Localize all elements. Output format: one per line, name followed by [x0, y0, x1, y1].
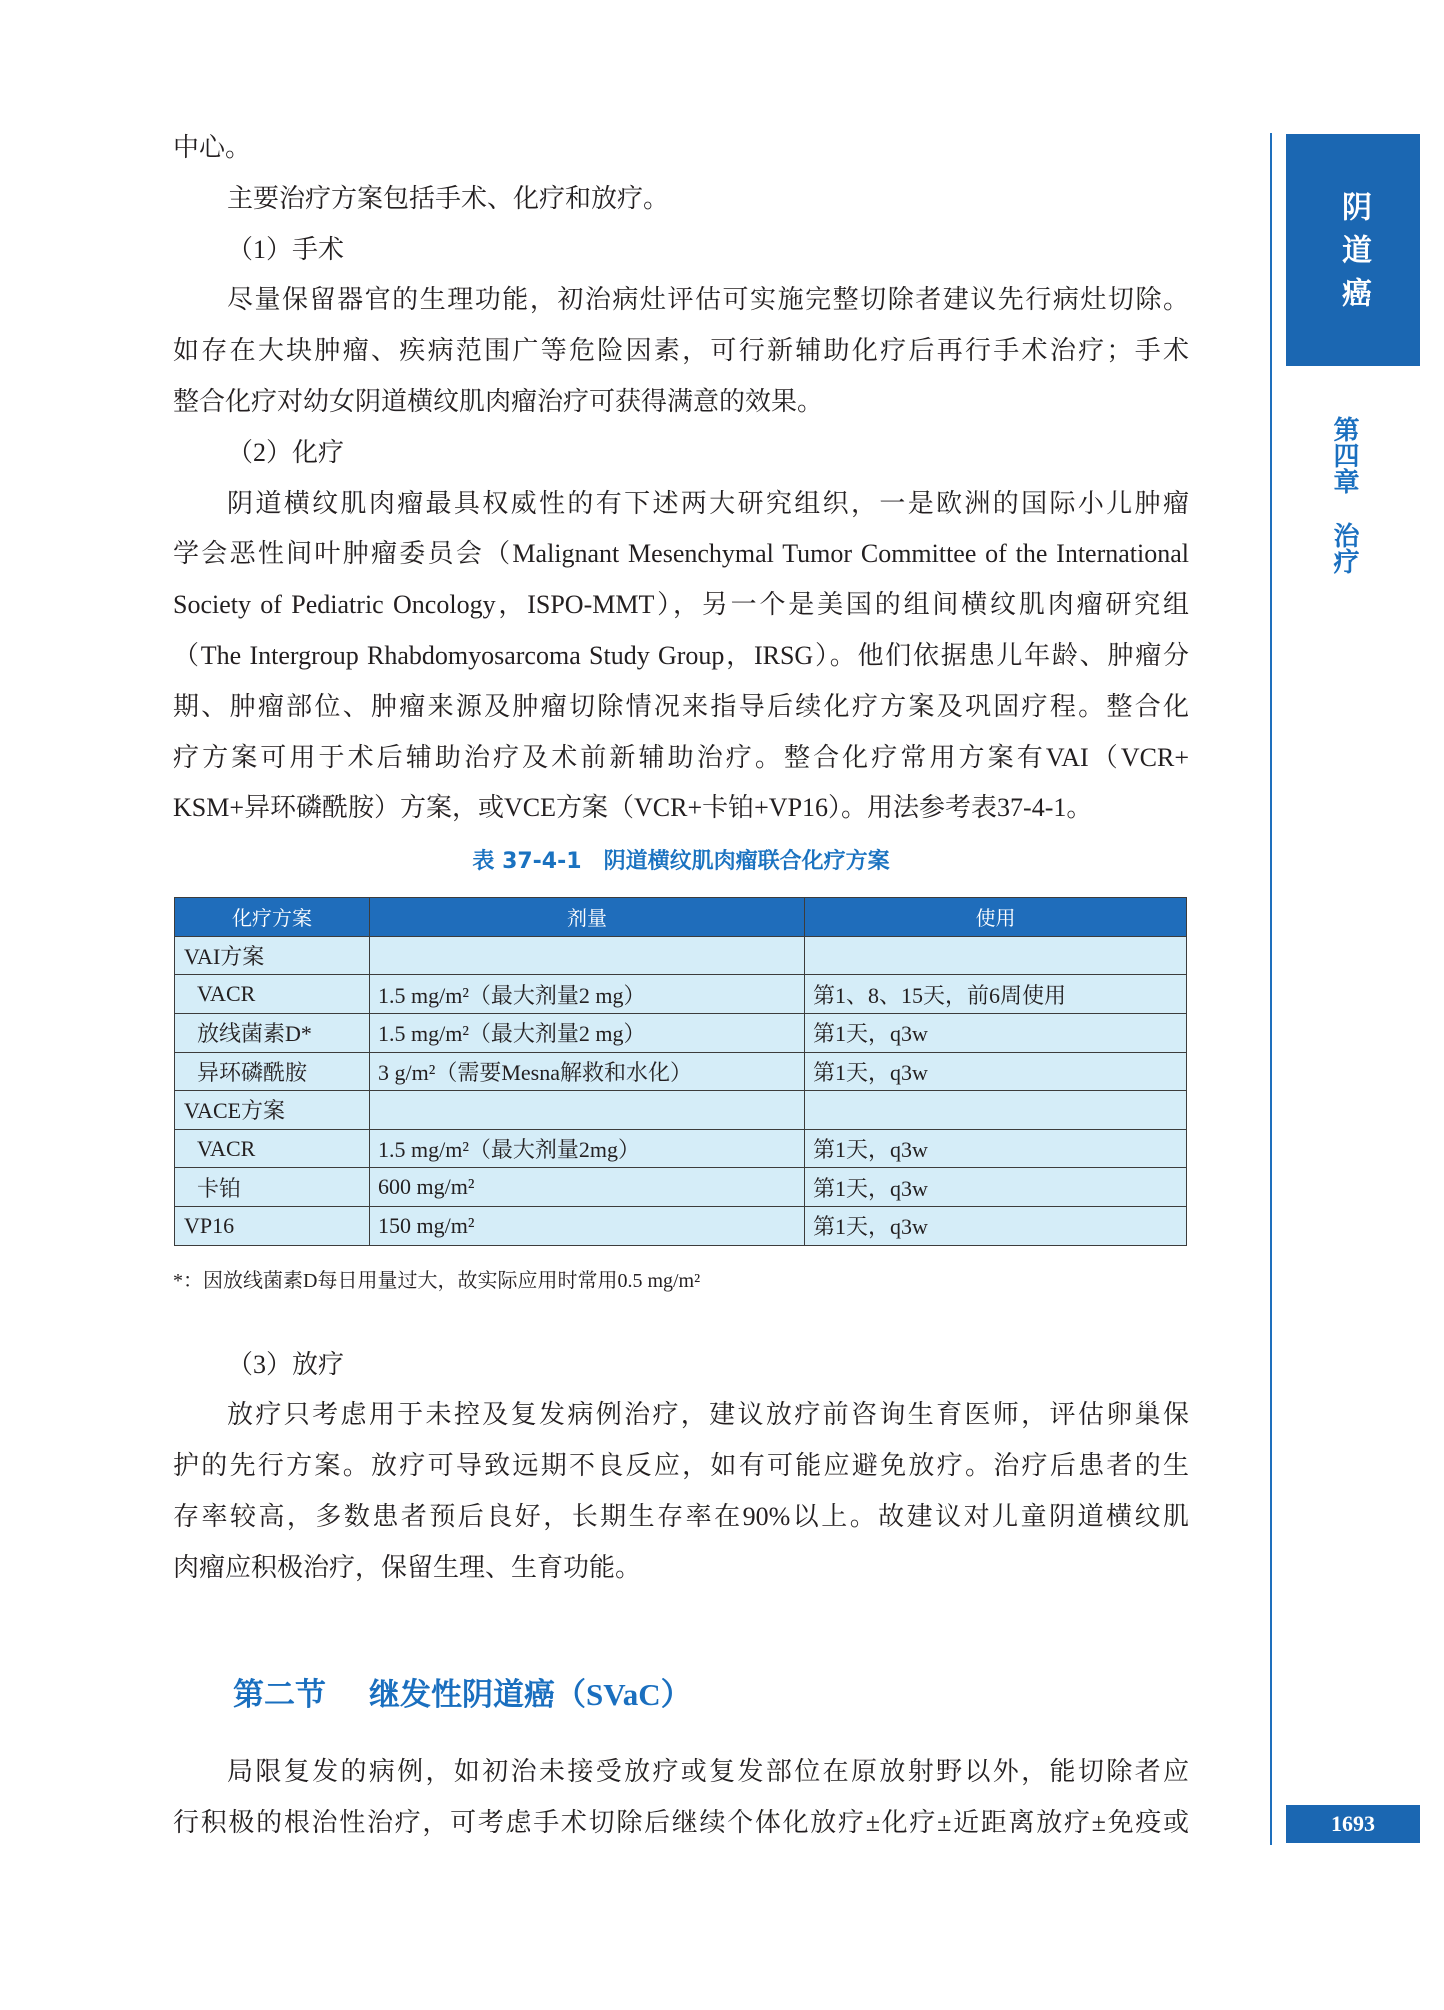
- cell-usage: 第1天，q3w: [805, 1129, 1187, 1168]
- chapter-tab-title: 阴道癌: [1336, 191, 1371, 320]
- cell-regimen: 卡铂: [175, 1168, 370, 1207]
- chemo-line: （The Intergroup Rhabdomyosarcoma Study Group，IRSG）。他们依据患儿年龄、肿瘤分: [173, 640, 1189, 670]
- section2-body: [173, 1747, 1189, 1849]
- radio-line: 肉瘤应积极治疗，保留生理、生育功能。: [173, 1552, 642, 1582]
- cell-dose: [370, 1091, 805, 1130]
- radio-subheading: （3）放疗: [227, 1349, 345, 1379]
- table-caption-label: 表 37-4-1: [472, 849, 582, 875]
- cell-dose: 1.5 mg/m²（最大剂量2mg）: [370, 1129, 805, 1168]
- cell-usage: 第1天，q3w: [805, 1168, 1187, 1207]
- paragraph-continuation: 中心。: [173, 133, 252, 162]
- chapter-section-label: 治疗: [1330, 522, 1359, 574]
- chemo-line: 疗方案可用于术后辅助治疗及术前新辅助治疗。整合化疗常用方案有VAI（VCR+: [173, 742, 1189, 772]
- chemo-line: KSM+异环磷酰胺）方案，或VCE方案（VCR+卡铂+VP16）。用法参考表37-4-1。: [173, 793, 1093, 823]
- header-dose: 剂量: [370, 898, 805, 937]
- cell-regimen: 异环磷酰胺: [175, 1052, 370, 1091]
- header-usage: 使用: [805, 898, 1187, 937]
- table-row: [175, 1091, 1187, 1130]
- section2-line: 局限复发的病例，如初治未接受放疗或复发部位在原放射野以外，能切除者应: [227, 1757, 1189, 1787]
- chemo-line: 阴道横纹肌肉瘤最具权威性的有下述两大研究组织，一是欧洲的国际小儿肿瘤: [227, 488, 1189, 518]
- cell-regimen: VACR: [175, 1129, 370, 1168]
- table-row: [175, 1052, 1187, 1091]
- margin-rule: [1270, 133, 1272, 1845]
- cell-usage: [805, 1091, 1187, 1130]
- radio-line: 护的先行方案。放疗可导致远期不良反应，如有可能应避免放疗。治疗后患者的生: [173, 1451, 1189, 1481]
- cell-regimen: VP16: [175, 1206, 370, 1245]
- surgery-line: 如存在大块肿瘤、疾病范围广等危险因素，可行新辅助化疗后再行手术治疗；手术: [173, 336, 1189, 366]
- cell-dose: 1.5 mg/m²（最大剂量2 mg）: [370, 975, 805, 1014]
- table-row: [175, 975, 1187, 1014]
- cell-regimen: VACE方案: [175, 1091, 370, 1130]
- treatment-intro: 主要治疗方案包括手术、化疗和放疗。: [227, 183, 670, 213]
- chemo-line: Society of Pediatric Oncology，ISPO-MMT），另一个是美国的组间横纹肌肉瘤研究组: [173, 590, 1189, 620]
- surgery-line: 尽量保留器官的生理功能，初治病灶评估可实施完整切除者建议先行病灶切除。: [227, 285, 1189, 315]
- page-number: 1693: [1286, 1805, 1420, 1843]
- radiotherapy-block: [173, 1340, 1189, 1594]
- chemo-line: 期、肿瘤部位、肿瘤来源及肿瘤切除情况来指导后续化疗方案及巩固疗程。整合化: [173, 691, 1189, 721]
- table-row: [175, 1168, 1187, 1207]
- section-heading: [173, 1665, 1189, 1725]
- radio-line: 存率较高，多数患者预后良好，长期生存率在90%以上。故建议对儿童阴道横纹肌: [173, 1501, 1189, 1531]
- table-row: [175, 1206, 1187, 1245]
- table-row: [175, 1013, 1187, 1052]
- chapter-tab: [1286, 134, 1420, 366]
- cell-usage: 第1、8、15天，前6周使用: [805, 975, 1187, 1014]
- table-footnote: *：因放线菌素D每日用量过大，故实际应用时常用0.5 mg/m²: [173, 1269, 701, 1292]
- section-title: 继发性阴道癌（SVaC）: [369, 1677, 692, 1713]
- cell-dose: 1.5 mg/m²（最大剂量2 mg）: [370, 1013, 805, 1052]
- table-row: [175, 936, 1187, 975]
- section-number: 第二节: [233, 1677, 326, 1713]
- radio-line: 放疗只考虑用于未控及复发病例治疗，建议放疗前咨询生育医师，评估卵巢保: [227, 1400, 1189, 1430]
- chemo-subheading: （2）化疗: [227, 437, 345, 467]
- cell-usage: [805, 936, 1187, 975]
- surgery-subheading: （1）手术: [227, 234, 345, 264]
- cell-dose: 600 mg/m²: [370, 1168, 805, 1207]
- chapter-label: 第四章: [1330, 416, 1359, 494]
- table-header-row: [175, 898, 1187, 937]
- table-row: [175, 1129, 1187, 1168]
- cell-regimen: 放线菌素D*: [175, 1013, 370, 1052]
- section2-line: 行积极的根治性治疗，可考虑手术切除后继续个体化放疗±化疗±近距离放疗±免疫或: [173, 1808, 1189, 1838]
- table-caption-title: 阴道横纹肌肉瘤联合化疗方案: [603, 849, 890, 875]
- surgery-line: 整合化疗对幼女阴道横纹肌肉瘤治疗可获得满意的效果。: [173, 386, 824, 416]
- main-text-column: [173, 123, 1189, 1849]
- table-caption: [173, 842, 1189, 882]
- header-regimen: 化疗方案: [175, 898, 370, 937]
- cell-usage: 第1天，q3w: [805, 1013, 1187, 1052]
- cell-usage: 第1天，q3w: [805, 1206, 1187, 1245]
- cell-regimen: VAI方案: [175, 936, 370, 975]
- cell-dose: 150 mg/m²: [370, 1206, 805, 1245]
- cell-dose: [370, 936, 805, 975]
- chemo-regimen-table: [174, 897, 1187, 1245]
- cell-regimen: VACR: [175, 975, 370, 1014]
- chemo-line: 学会恶性间叶肿瘤委员会（Malignant Mesenchymal Tumor Committee of the International: [173, 539, 1189, 569]
- cell-dose: 3 g/m²（需要Mesna解救和水化）: [370, 1052, 805, 1091]
- cell-usage: 第1天，q3w: [805, 1052, 1187, 1091]
